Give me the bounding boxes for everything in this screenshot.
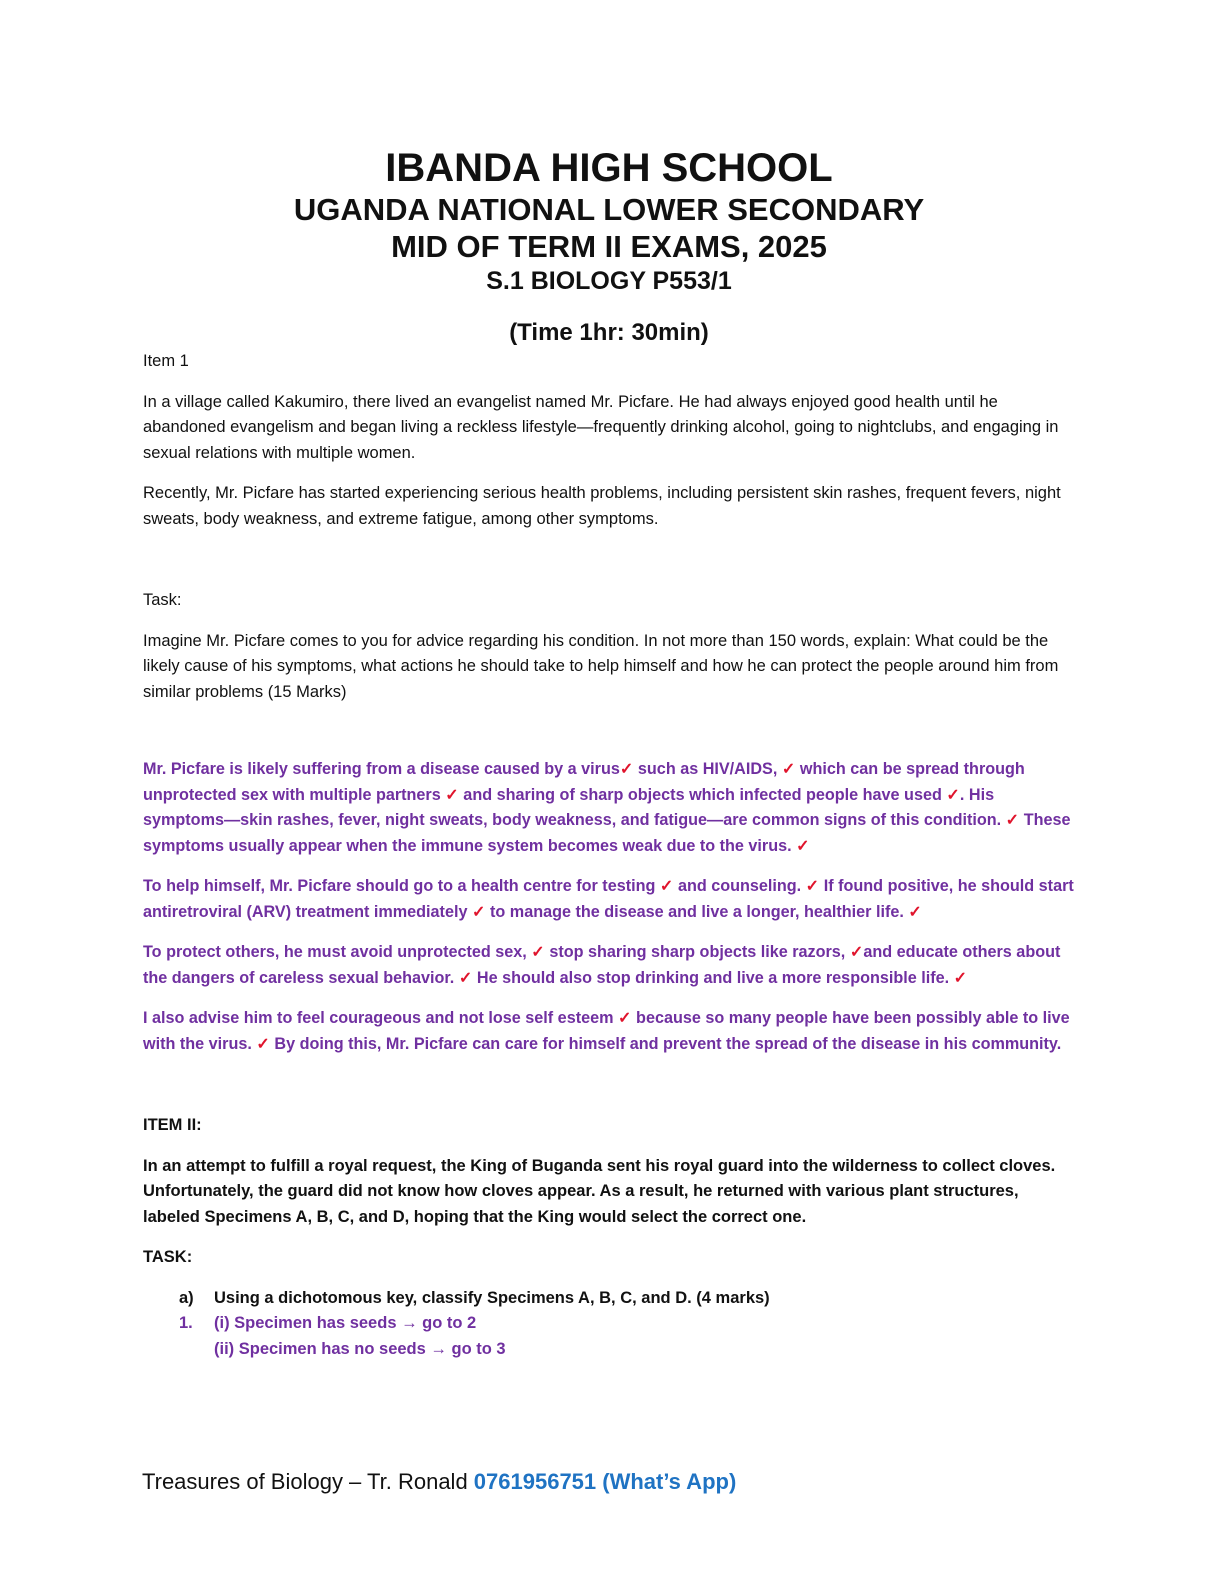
- check-mark-icon: ✓: [256, 1034, 270, 1053]
- paper-code: S.1 BIOLOGY P553/1: [486, 267, 732, 296]
- check-mark-icon: ✓: [849, 943, 864, 962]
- check-mark-icon: ✓: [805, 877, 820, 896]
- exam-page: [143, 145, 1075, 1362]
- item2-scenario: In an attempt to fulfill a royal request, the King of Buganda sent his royal guard into the wilderness to collect cloves. Unfortunately, the guard did not know how cloves appear. As a result, he returned with various plant structures, labeled Specimens A, B, C, and D, hoping that the King would select the correct one.: [143, 1156, 1056, 1226]
- item2-label: ITEM II:: [143, 1116, 202, 1135]
- page-footer: [142, 1469, 736, 1495]
- item1-scenario-para1: In a village called Kakumiro, there lived an evangelist named Mr. Picfare. He had always enjoyed good health until he abandoned evangelism and began living a reckless lifestyle—frequently drinking alcohol, going to nightclubs, and engaging in sexual relations with multiple women.: [143, 392, 1059, 462]
- footer-text: Treasures of Biology – Tr. Ronald: [142, 1469, 474, 1494]
- footer-contact: 0761956751 (What’s App): [473, 1469, 737, 1494]
- exam-body: UGANDA NATIONAL LOWER SECONDARY: [293, 192, 925, 228]
- key-step-1: [179, 1311, 1075, 1362]
- key-step-marker: 1.: [179, 1314, 193, 1333]
- check-mark-icon: ✓: [471, 902, 486, 921]
- check-mark-icon: ✓: [953, 968, 968, 987]
- check-mark-icon: ✓: [1005, 811, 1020, 830]
- item1-task-label: Task:: [143, 591, 182, 610]
- check-mark-icon: ✓: [458, 968, 473, 987]
- answer-para-2: To help himself, Mr. Picfare should go to a health centre for testing ✓ and counseling. ✓ If found positive, he should start antiretroviral (ARV) treatment immediately ✓ to manage the disease and live a longer, healthier life. ✓: [143, 877, 1074, 921]
- check-mark-icon: ✓: [619, 760, 634, 779]
- check-mark-icon: ✓: [617, 1009, 632, 1028]
- key-line-i: (i) Specimen has seeds → go to 2: [214, 1314, 477, 1333]
- exam-title: MID OF TERM II EXAMS, 2025: [391, 228, 827, 264]
- check-mark-icon: ✓: [445, 785, 459, 804]
- check-mark-icon: ✓: [908, 902, 922, 921]
- school-name: IBANDA HIGH SCHOOL: [385, 146, 833, 190]
- item2-question-list: [179, 1286, 1075, 1363]
- answer-para-3: To protect others, he must avoid unprotected sex, ✓ stop sharing sharp objects like razors, ✓and educate others about the dangers of careless sexual behavior. ✓ He should also stop drinking and live a more responsible life. ✓: [143, 943, 1061, 987]
- check-mark-icon: ✓: [531, 943, 545, 962]
- answer-para-1: Mr. Picfare is likely suffering from a disease caused by a virus✓ such as HIV/AIDS, ✓ which can be spread through unprotected sex with multiple partners ✓ and sharing of sharp objects which infected people have used ✓. His symptoms—skin rashes, fever, night sweats, body weakness, and fatigue—are common signs of this condition. ✓ These symptoms usually appear when the immune system becomes weak due to the virus. ✓: [143, 760, 1071, 855]
- item1-task-text: Imagine Mr. Picfare comes to you for advice regarding his condition. In not more than 150 words, explain: What could be the likely cause of his symptoms, what actions he should take to help himself and how he can protect the people around him from similar problems (15 Marks): [143, 631, 1059, 701]
- question-marker: a): [179, 1288, 194, 1307]
- question-a: [179, 1286, 1075, 1312]
- question-text: Using a dichotomous key, classify Specimens A, B, C, and D. (4 marks): [214, 1288, 770, 1307]
- answer-para-4: I also advise him to feel courageous and not lose self esteem ✓ because so many people have been possibly able to live with the virus. ✓ By doing this, Mr. Picfare can care for himself and prevent the spread of the disease in his community.: [143, 1009, 1070, 1053]
- time-allowed: (Time 1hr: 30min): [509, 318, 709, 346]
- item1-scenario-para2: Recently, Mr. Picfare has started experiencing serious health problems, including persistent skin rashes, frequent fevers, night sweats, body weakness, and extreme fatigue, among other symptoms.: [143, 484, 1061, 528]
- check-mark-icon: ✓: [659, 877, 674, 896]
- check-mark-icon: ✓: [946, 785, 960, 804]
- key-step-lines: [214, 1311, 506, 1362]
- check-mark-icon: ✓: [781, 760, 796, 779]
- check-mark-icon: ✓: [796, 836, 810, 855]
- item2-task-label: TASK:: [143, 1248, 193, 1267]
- key-line-ii: (ii) Specimen has no seeds → go to 3: [214, 1339, 506, 1358]
- item1-label: Item 1: [143, 352, 189, 371]
